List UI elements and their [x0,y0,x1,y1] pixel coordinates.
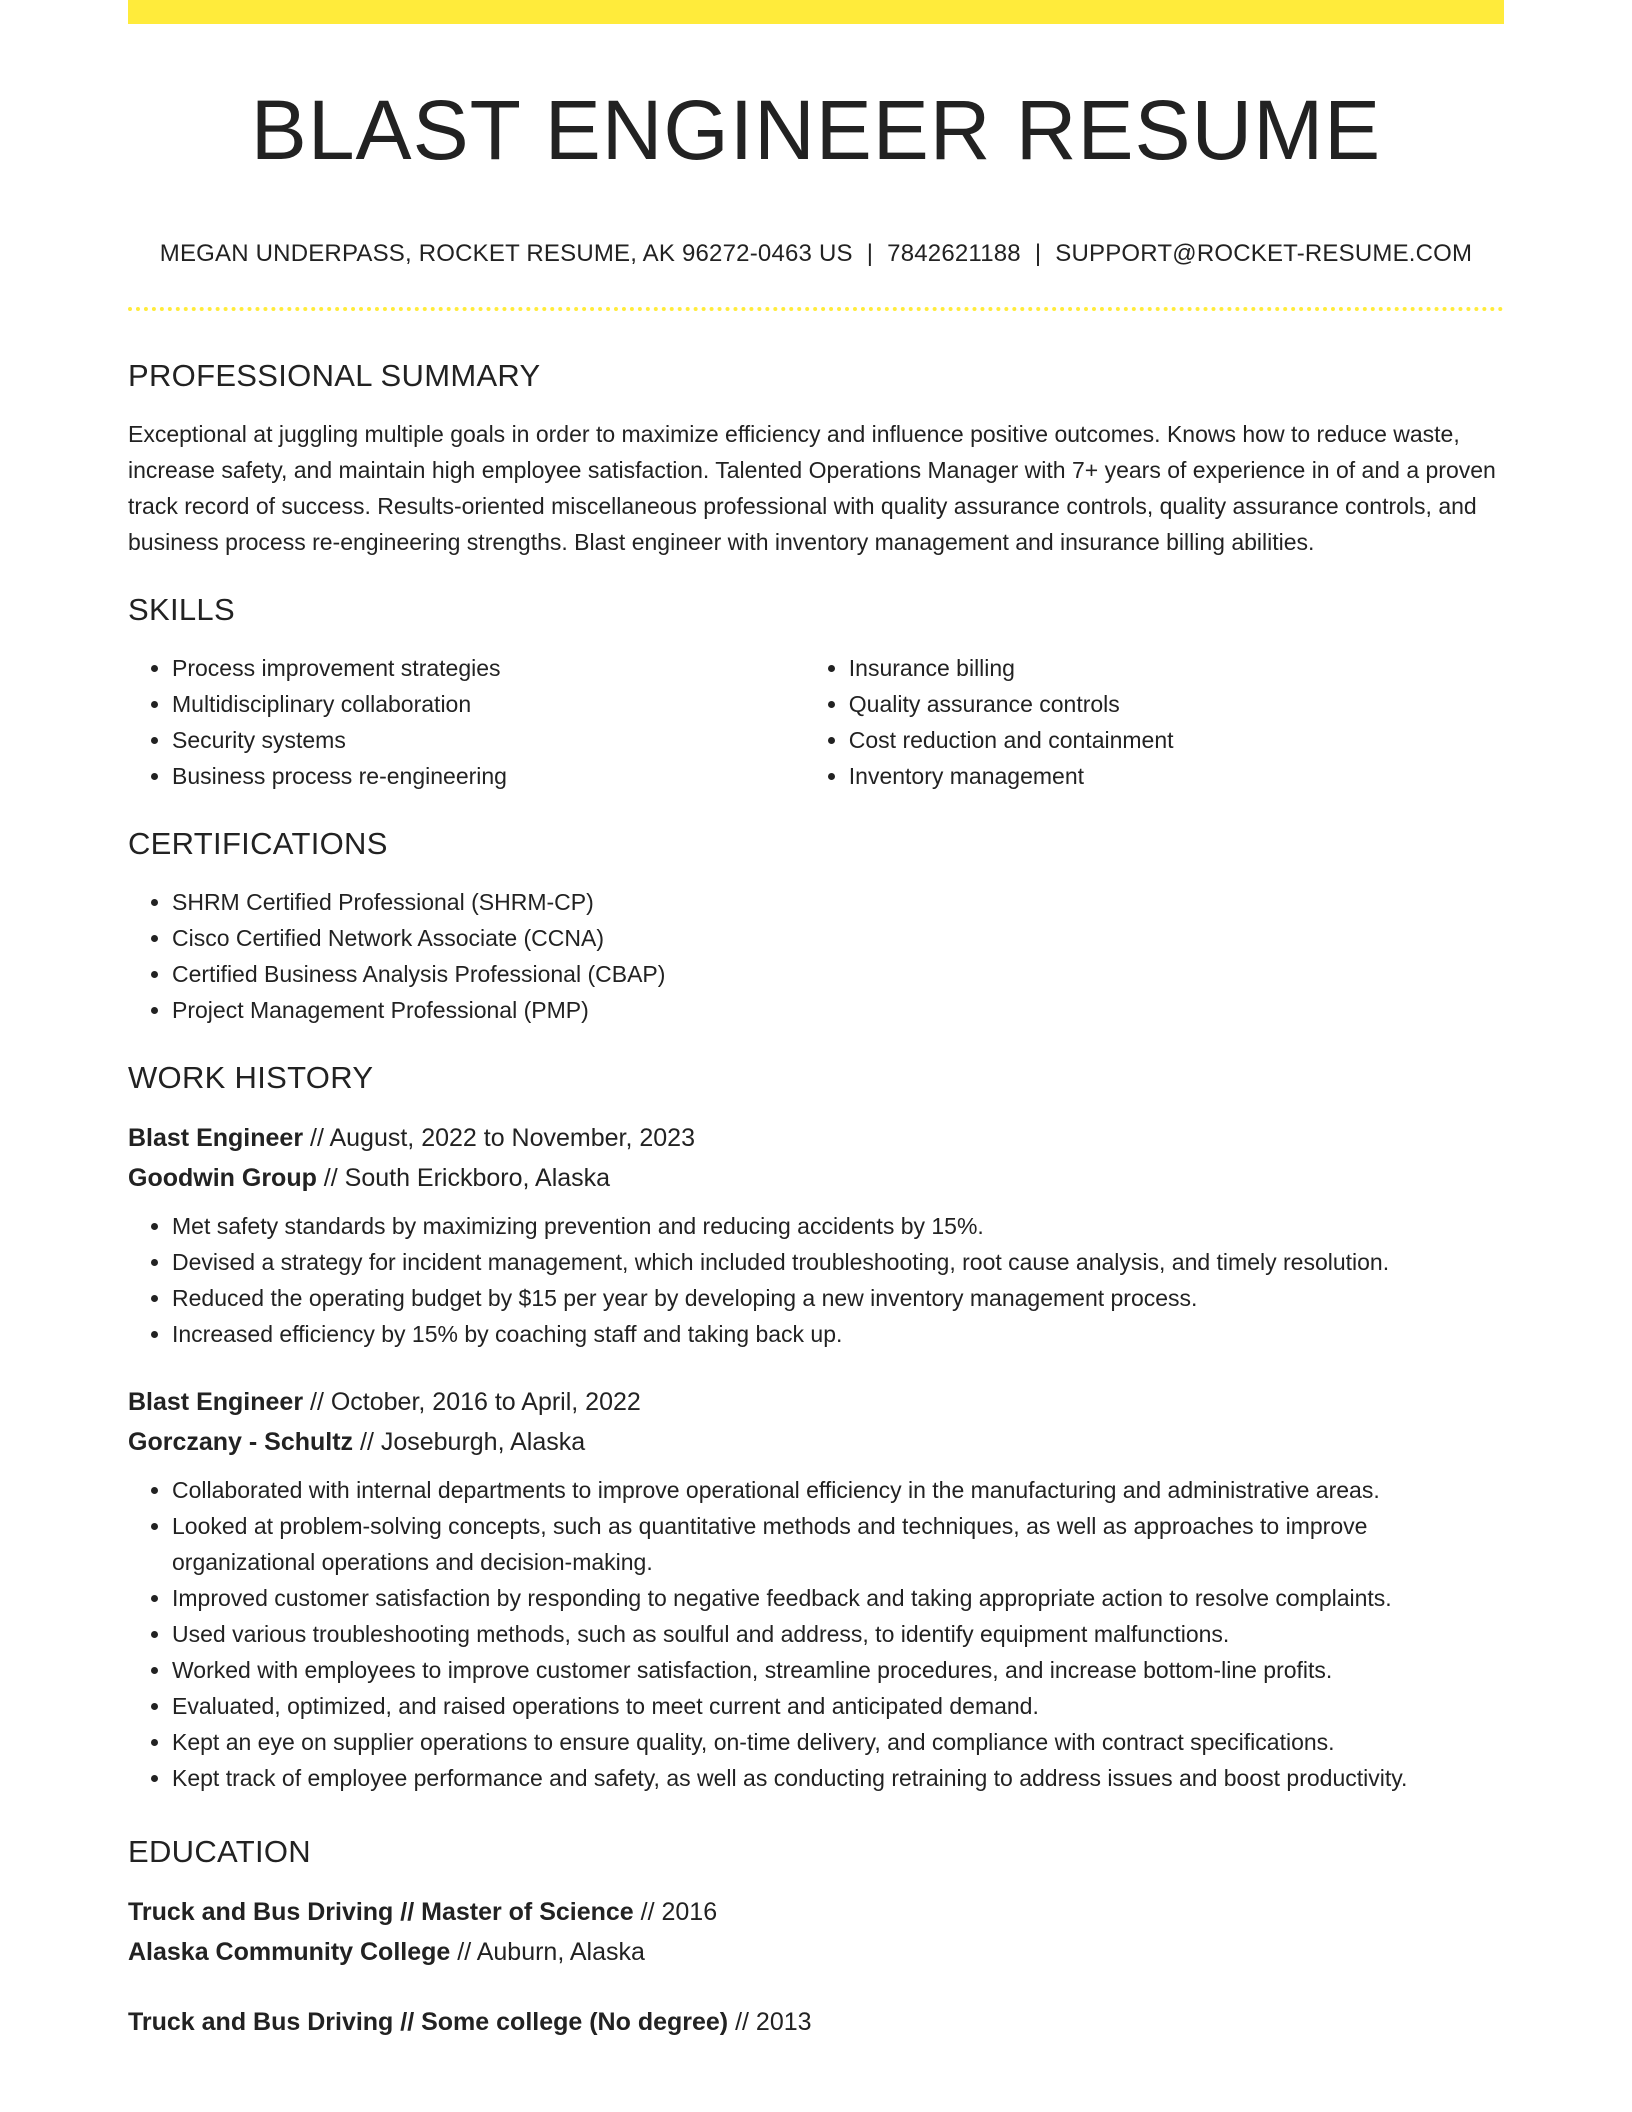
skills-heading: SKILLS [128,592,235,627]
education-school: Alaska Community College [128,1938,451,1966]
job-company: Goodwin Group [128,1164,317,1192]
education-entry [128,2002,1504,2042]
job-bullet: • Evaluated, optimized, and raised operations to meet current and anticipated demand. [172,1688,1504,1724]
job-title-line [128,1382,1504,1422]
certification-item: • Certified Business Analysis Professional (CBAP) [172,956,1504,992]
job-bullet: • Devised a strategy for incident management, which included troubleshooting, root cause analysis, and timely resolution. [172,1244,1504,1280]
job-bullets [128,1472,1504,1796]
skills-left-list [128,650,805,794]
work-history-heading: WORK HISTORY [128,1060,374,1095]
education-year: // 2013 [728,2008,812,2036]
education-school-line [128,1932,1504,1972]
job-company: Gorczany - Schultz [128,1428,354,1456]
resume-body [128,350,1504,2072]
education-degree-line [128,2002,1504,2042]
job-bullet: • Increased efficiency by 15% by coaching staff and taking back up. [172,1316,1504,1352]
certification-item: • Project Management Professional (PMP) [172,992,1504,1028]
skills-right-list [805,650,1504,794]
certification-item: • Cisco Certified Network Associate (CCNA) [172,920,1504,956]
summary-section [128,350,1504,560]
certifications-heading: CERTIFICATIONS [128,826,388,861]
job-bullet: • Met safety standards by maximizing prevention and reducing accidents by 15%. [172,1208,1504,1244]
contact-line [128,237,1504,271]
job-dates: // October, 2016 to April, 2022 [303,1388,641,1416]
skill-item: • Quality assurance controls [849,686,1504,722]
job-bullet: • Used various troubleshooting methods, such as soulful and address, to identify equipment malfunctions. [172,1616,1504,1652]
job-location: // South Erickboro, Alaska [316,1164,611,1192]
education-heading: EDUCATION [128,1834,311,1869]
skill-item: • Business process re-engineering [172,758,805,794]
contact-separator: | [1034,240,1042,267]
job-bullet: • Kept track of employee performance and safety, as well as conducting retraining to address issues and boost productivity. [172,1760,1504,1796]
education-entry [128,1892,1504,1972]
contact-address: MEGAN UNDERPASS, ROCKET RESUME, AK 96272-0463 US [159,240,853,267]
skill-item: • Cost reduction and containment [849,722,1504,758]
job-location: // Joseburgh, Alaska [353,1428,586,1456]
skills-columns [128,650,1504,794]
dotted-divider [128,307,1504,311]
job-bullet: • Worked with employees to improve customer satisfaction, streamline procedures, and increase bottom-line profits. [172,1652,1504,1688]
summary-heading: PROFESSIONAL SUMMARY [128,358,541,393]
resume-title: BLAST ENGINEER RESUME [250,83,1382,177]
job-bullet: • Improved customer satisfaction by responding to negative feedback and taking appropriate action to resolve complaints. [172,1580,1504,1616]
job-company-line [128,1158,1504,1198]
skill-item: • Inventory management [849,758,1504,794]
certification-item: • SHRM Certified Professional (SHRM-CP) [172,884,1504,920]
education-degree: Truck and Bus Driving // Some college (No degree) [128,2008,729,2036]
summary-text: Exceptional at juggling multiple goals in order to maximize efficiency and influence positive outcomes. Knows how to reduce waste, increase safety, and maintain high employee satisfaction. Talented Operations Manager with 7+ years of experience in of and a proven track record of success. Results-oriented miscellaneous professional with quality assurance controls, quality assurance controls, and business process re-engineering strengths. Blast engineer with inventory management and insurance billing abilities. [128,421,1496,555]
job-title: Blast Engineer [128,1124,304,1152]
job-bullet: • Collaborated with internal departments to improve operational efficiency in the manufacturing and administrative areas. [172,1472,1504,1508]
skill-item: • Insurance billing [849,650,1504,686]
job-entry [128,1382,1504,1796]
skills-section [128,584,1504,794]
job-bullet: • Reduced the operating budget by $15 per year by developing a new inventory management process. [172,1280,1504,1316]
job-entry [128,1118,1504,1352]
education-year: // 2016 [633,1898,718,1926]
skill-item: • Multidisciplinary collaboration [172,686,805,722]
job-dates: // August, 2022 to November, 2023 [303,1124,695,1152]
skill-item: • Security systems [172,722,805,758]
job-bullets [128,1208,1504,1352]
work-history-section [128,1052,1504,1796]
job-title-line [128,1118,1504,1158]
job-company-line [128,1422,1504,1462]
accent-top-bar [128,0,1504,24]
skill-item: • Process improvement strategies [172,650,805,686]
certifications-list [128,884,1504,1028]
education-degree: Truck and Bus Driving // Master of Science [128,1898,634,1926]
job-title: Blast Engineer [128,1388,304,1416]
job-bullet: • Kept an eye on supplier operations to ensure quality, on-time delivery, and compliance with contract specifications. [172,1724,1504,1760]
certifications-section [128,818,1504,1028]
contact-separator: | [866,240,874,267]
contact-phone: 7842621188 [887,240,1021,267]
contact-email: SUPPORT@ROCKET-RESUME.COM [1055,240,1473,267]
job-bullet: • Looked at problem-solving concepts, such as quantitative methods and techniques, as well as approaches to improve organizational operations and decision-making. [172,1508,1504,1580]
education-degree-line [128,1892,1504,1932]
education-section [128,1826,1504,2042]
education-location: // Auburn, Alaska [450,1938,645,1966]
